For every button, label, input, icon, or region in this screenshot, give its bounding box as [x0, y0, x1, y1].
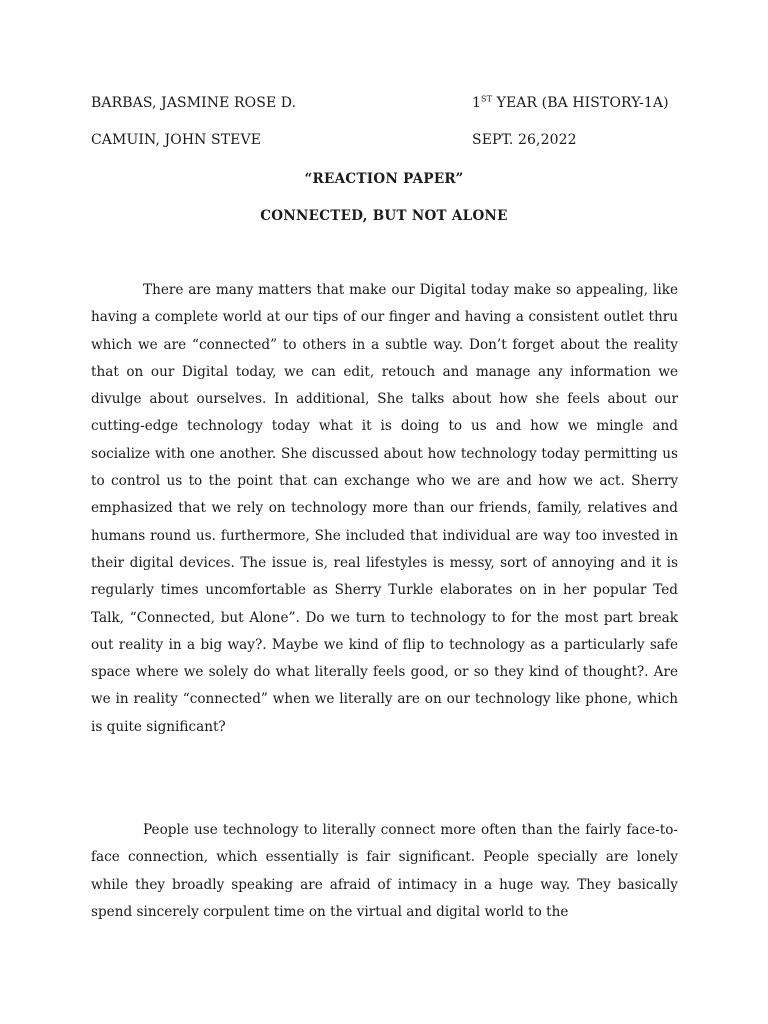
year-number: 1	[472, 95, 482, 111]
year-course: YEAR (BA HISTORY-1A)	[492, 95, 669, 111]
author-name-1: BARBAS, JASMINE ROSE D.	[91, 95, 297, 111]
author-name-2: CAMUIN, JOHN STEVE	[91, 132, 262, 148]
paper-title: CONNECTED, BUT NOT ALONE	[260, 208, 508, 224]
year-suffix: ST	[481, 94, 493, 104]
body-paragraph-2: People use technology to literally connect more often than the fairly face-to-face connection, which essentially is fair significant. People specially are lonely while they broadly speaking are afraid of intimacy in a huge way. They basically spend sincerely corpulent time on the virtual and digital world to the	[91, 822, 678, 920]
body-paragraph-1: There are many matters that make our Digital today make so appealing, like having a complete world at our tips of our finger and having a consistent outlet thru which we are “connected” to others in a subtle way. Don’t forget about the reality that on our Digital today, we can edit, retouch and manage any information we divulge about ourselves. In additional, She talks about how she feels about our cutting-edge technology today what it is doing to us and how we mingle and socialize with one another. She discussed about how technology today permitting us to control us to the point that can exchange who we are and how we act. Sherry emphasized that we rely on technology more than our friends, family, relatives and humans round us. furthermore, She included that individual are way too invested in their digital devices. The issue is, real lifestyles is messy, sort of annoying and it is regularly times uncomfortable as Sherry Turkle elaborates on in her popular Ted Talk, “Connected, but Alone”. Do we turn to technology to for the most part break out reality in a big way?. Maybe we kind of flip to technology as a particularly safe space where we solely do what literally feels good, or so they kind of thought?. Are we in reality “connected” when we literally are on our technology like phone, which is quite significant?	[91, 282, 678, 735]
paper-type-heading: “REACTION PAPER”	[304, 171, 464, 187]
submission-date: SEPT. 26,2022	[472, 132, 577, 148]
year-level	[472, 95, 669, 111]
